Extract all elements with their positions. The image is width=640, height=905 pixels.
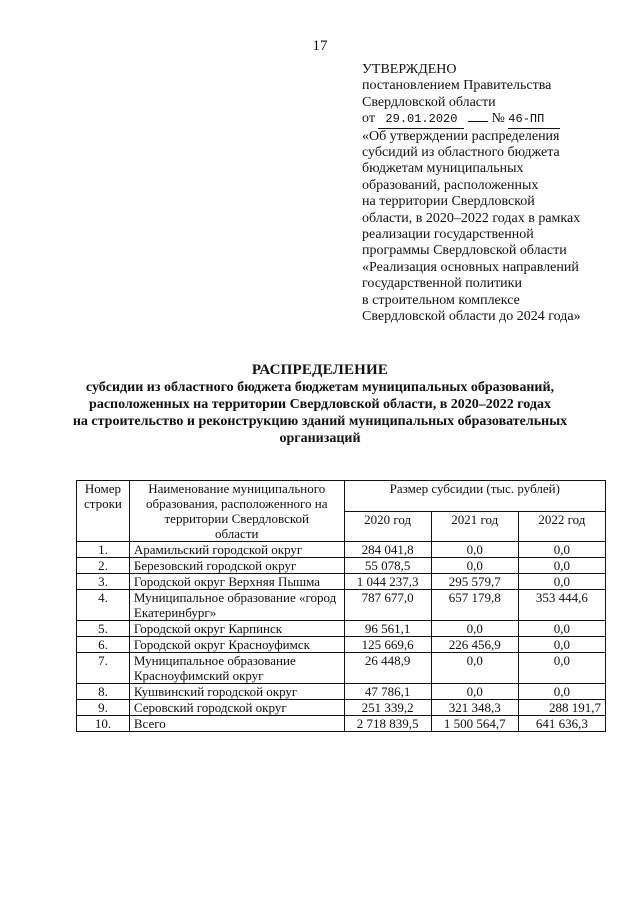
subject-line: на территории Свердловской [362, 194, 535, 210]
row-value-2021: 0,0 [431, 558, 518, 574]
table-row-total [77, 716, 606, 732]
row-value-2022: 0,0 [518, 574, 605, 590]
row-value-2021: 0,0 [431, 621, 518, 637]
header-year-2022: 2022 год [518, 511, 605, 542]
row-name: Муниципальное образование Красноуфимский округ [129, 653, 344, 684]
document-title [60, 362, 580, 447]
row-name: Серовский городской округ [129, 700, 344, 716]
row-value-2022: 0,0 [518, 558, 605, 574]
row-value-2022: 0,0 [518, 637, 605, 653]
header-year-2020: 2020 год [344, 511, 431, 542]
subject-line: бюджетам муниципальных [362, 161, 524, 177]
subject-line: программы Свердловской области [362, 243, 567, 259]
row-value-2020: 251 339,2 [344, 700, 431, 716]
table-row [77, 558, 606, 574]
row-value-2020: 55 078,5 [344, 558, 431, 574]
table-row [77, 621, 606, 637]
row-name: Городской округ Верхняя Пышма [129, 574, 344, 590]
row-value-2022: 0,0 [518, 653, 605, 684]
subject-line: области, в 2020–2022 годах в рамках [362, 210, 581, 226]
row-number: 9. [77, 700, 130, 716]
table-row [77, 574, 606, 590]
row-name: Кушвинский городской округ [129, 684, 344, 700]
header-year-2021: 2021 год [431, 511, 518, 542]
row-number: 6. [77, 637, 130, 653]
row-name: Арамильский городской округ [129, 542, 344, 558]
subject-line: в строительном комплексе [362, 292, 520, 308]
row-value-2020: 787 677,0 [344, 590, 431, 621]
table-row [77, 700, 606, 716]
row-value-2020: 47 786,1 [344, 684, 431, 700]
row-value-2022: 288 191,7 [518, 700, 605, 716]
approval-line: постановлением Правительства [362, 78, 552, 94]
approval-line: Свердловской области [362, 94, 496, 110]
title-line: организаций [279, 431, 361, 446]
subject-line: образований, расположенных [362, 177, 539, 193]
row-name: Муниципальное образование «город Екатеринбург» [129, 590, 344, 621]
row-value-2022: 0,0 [518, 542, 605, 558]
row-name: Березовский городской округ [129, 558, 344, 574]
date-prefix: от [362, 111, 375, 127]
approval-date: 29.01.2020 [378, 111, 464, 128]
row-value-2020: 96 561,1 [344, 621, 431, 637]
table-header-row [77, 481, 606, 512]
header-subsidy: Размер субсидии (тыс. рублей) [344, 481, 605, 512]
title-line: на строительство и реконструкцию зданий муниципальных образовательных [72, 414, 568, 429]
row-number: 4. [77, 590, 130, 621]
row-number: 2. [77, 558, 130, 574]
subject-line: субсидий из областного бюджета [362, 145, 560, 161]
approval-block [362, 62, 622, 326]
row-value-2021: 0,0 [431, 684, 518, 700]
row-value-2022: 353 444,6 [518, 590, 605, 621]
row-value-2021: 295 579,7 [431, 574, 518, 590]
approval-date-row [362, 111, 622, 128]
row-value-2020: 284 041,8 [344, 542, 431, 558]
row-value-2021: 226 456,9 [431, 637, 518, 653]
row-number: 7. [77, 653, 130, 684]
row-value-2020: 26 448,9 [344, 653, 431, 684]
title-line: субсидии из областного бюджета бюджетам муниципальных образований, [85, 380, 555, 395]
row-value-2021: 0,0 [431, 542, 518, 558]
row-value-2022: 0,0 [518, 621, 605, 637]
subject-line: государственной политики [362, 276, 522, 292]
header-name: Наименование муниципального образования, расположенного на территории Свердловской области [129, 481, 344, 542]
row-number: 5. [77, 621, 130, 637]
approval-title: УТВЕРЖДЕНО [362, 62, 457, 77]
subject-line: «Реализация основных направлений [362, 259, 579, 275]
number-prefix: № [491, 111, 505, 127]
subject-line: реализации государственной [362, 227, 534, 243]
table-row [77, 542, 606, 558]
table-row [77, 637, 606, 653]
row-value-2020: 1 044 237,3 [344, 574, 431, 590]
row-value-2021: 657 179,8 [431, 590, 518, 621]
table-row [77, 590, 606, 621]
row-value-2021: 1 500 564,7 [431, 716, 518, 732]
row-number: 10. [77, 716, 130, 732]
row-value-2022: 0,0 [518, 684, 605, 700]
subsidy-table [76, 480, 606, 732]
header-number: Номер строки [77, 481, 130, 542]
table-row [77, 684, 606, 700]
subject-line: «Об утверждении распределения [362, 128, 560, 144]
row-value-2022: 641 636,3 [518, 716, 605, 732]
row-value-2020: 2 718 839,5 [344, 716, 431, 732]
row-number: 1. [77, 542, 130, 558]
approval-number: 46-ПП [508, 111, 560, 128]
row-name: Всего [129, 716, 344, 732]
page-number: 17 [312, 38, 328, 54]
row-value-2021: 0,0 [431, 653, 518, 684]
subject-line: Свердловской области до 2024 года» [362, 309, 581, 325]
row-name: Городской округ Красноуфимск [129, 637, 344, 653]
row-number: 3. [77, 574, 130, 590]
table-row [77, 653, 606, 684]
row-number: 8. [77, 684, 130, 700]
title-line: расположенных на территории Свердловской области, в 2020–2022 годах [89, 397, 551, 412]
row-name: Городской округ Карпинск [129, 621, 344, 637]
title-heading: РАСПРЕДЕЛЕНИЕ [251, 362, 389, 378]
row-value-2021: 321 348,3 [431, 700, 518, 716]
row-value-2020: 125 669,6 [344, 637, 431, 653]
